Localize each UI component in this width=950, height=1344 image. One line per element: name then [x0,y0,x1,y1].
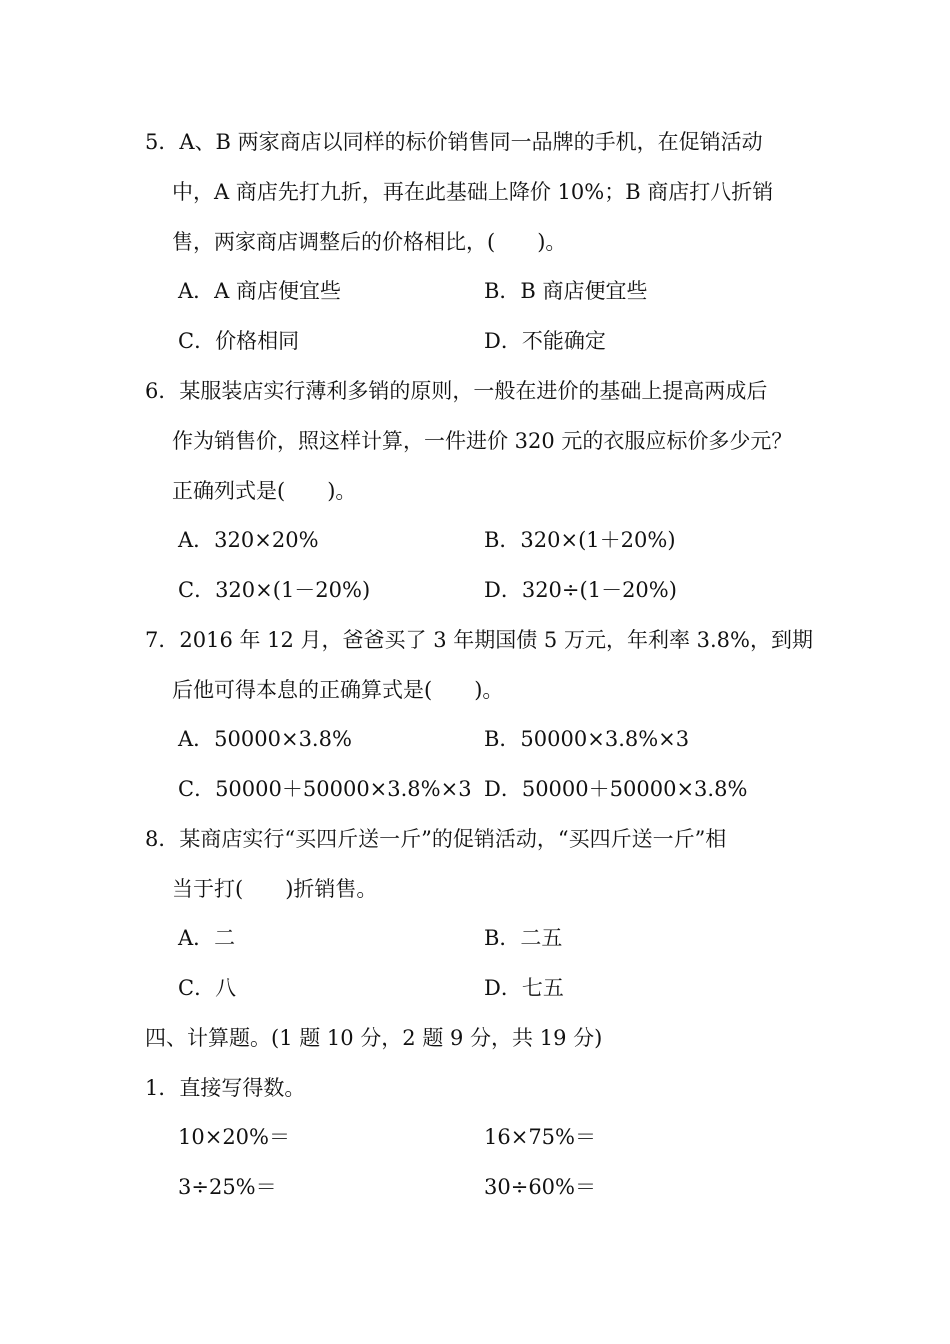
q6-stem-line2: 作为销售价，照这样计算，一件进价 320 元的衣服应标价多少元？ [172,429,793,453]
q7-stem-line2: 后他可得本息的正确算式是( )。 [172,678,504,702]
q5-option-d: D．不能确定 [484,329,606,353]
q7-option-c: C．50000＋50000×3.8%×3 [178,777,472,801]
q6-option-a: A．320×20% [178,528,319,552]
q7-option-d: D．50000＋50000×3.8% [484,777,748,801]
section-4-heading: 四、计算题。(1 题 10 分，2 题 9 分，共 19 分) [145,1026,603,1050]
q6-option-c: C．320×(1－20%) [178,578,371,602]
calc-expression-4: 30÷60%＝ [484,1175,596,1199]
calc-expression-1: 10×20%＝ [178,1125,290,1149]
q5-stem-line3: 售，两家商店调整后的价格相比，( )。 [172,230,567,254]
q5-stem-line1: 5．A、B 两家商店以同样的标价销售同一品牌的手机，在促销活动 [145,130,763,154]
q6-stem-line1: 6．某服装店实行薄利多销的原则，一般在进价的基础上提高两成后 [145,379,768,403]
q8-option-c: C．八 [178,976,237,1000]
q8-option-b: B．二五 [484,926,563,950]
q8-option-d: D．七五 [484,976,564,1000]
q8-option-a: A．二 [178,926,236,950]
q8-stem-line2: 当于打( )折销售。 [172,877,378,901]
section-4-sub-question-1: 1．直接写得数。 [145,1076,306,1100]
calc-expression-3: 3÷25%＝ [178,1175,277,1199]
q5-option-a: A．A 商店便宜些 [178,279,342,303]
q5-option-c: C．价格相同 [178,329,300,353]
q5-option-b: B．B 商店便宜些 [484,279,648,303]
calc-expression-2: 16×75%＝ [484,1125,596,1149]
q6-stem-line3: 正确列式是( )。 [172,479,357,503]
q7-option-a: A．50000×3.8% [178,727,352,751]
q6-option-d: D．320÷(1－20%) [484,578,677,602]
q7-option-b: B．50000×3.8%×3 [484,727,690,751]
q5-stem-line2: 中，A 商店先打九折，再在此基础上降价 10%；B 商店打八折销 [172,180,774,204]
q8-stem-line1: 8．某商店实行“买四斤送一斤”的促销活动，“买四斤送一斤”相 [145,827,727,851]
q6-option-b: B．320×(1＋20%) [484,528,676,552]
q7-stem-line1: 7．2016 年 12 月，爸爸买了 3 年期国债 5 万元，年利率 3.8%，到期 [145,628,813,652]
